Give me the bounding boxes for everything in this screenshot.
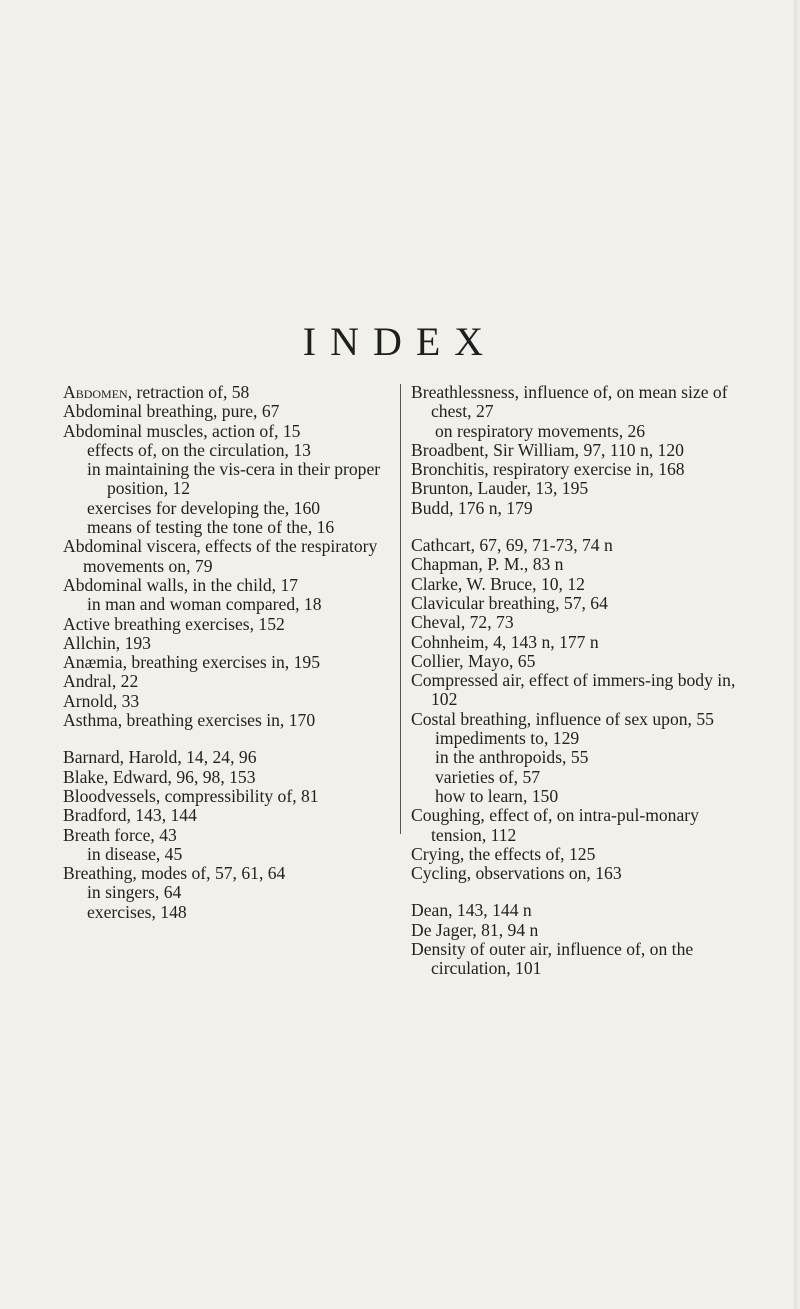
index-entry [411,940,751,979]
index-entry [411,806,751,845]
index-entry [63,806,403,825]
index-column-left [63,383,403,922]
column-divider [400,384,401,834]
section-gap [63,730,403,748]
entry-text: in the anthropoids, 55 [435,747,589,768]
entry-text: Clarke, W. Bruce, 10, 12 [411,573,585,594]
index-subentry [411,729,751,748]
entry-text: Cathcart, 67, 69, 71-73, 74 n [411,535,613,556]
entry-text: Breathing, modes of, 57, 61, 64 [63,863,286,884]
index-entry [411,921,751,940]
entry-text: effects of, on the circulation, 13 [87,439,311,460]
index-subentry [63,518,403,537]
index-entry [63,864,403,883]
entry-text: exercises for developing the, 160 [87,497,321,518]
entry-text: Compressed air, effect of immers-ing body in, 102 [411,670,736,710]
entry-text: Cohnheim, 4, 143 n, 177 n [411,631,599,652]
entry-text: Chapman, P. M., 83 n [411,554,564,575]
entry-text: Abdominal walls, in the child, 17 [63,574,299,595]
index-entry [63,537,403,576]
section-gap [411,518,751,536]
index-entry [411,441,751,460]
index-subentry [411,422,751,441]
index-entry [63,787,403,806]
entry-text: on respiratory movements, 26 [435,420,646,441]
entry-text: Cheval, 72, 73 [411,612,514,633]
entry-text: Anæmia, breathing exercises in, 195 [63,652,320,673]
page-title: INDEX [302,319,498,364]
entry-text: Abdominal viscera, effects of the respiratory movements on, 79 [63,536,378,576]
index-entry [63,383,403,402]
index-entry [63,576,403,595]
index-entry [411,845,751,864]
entry-text: Barnard, Harold, 14, 24, 96 [63,747,257,768]
entry-text: exercises, 148 [87,901,187,922]
index-entry [411,555,751,574]
entry-text: Costal breathing, influence of sex upon, 55 [411,708,714,729]
index-entry [63,692,403,711]
entry-text: Allchin, 193 [63,632,151,653]
index-subentry [411,748,751,767]
index-subentry [63,903,403,922]
entry-text: Abdominal muscles, action of, 15 [63,420,301,441]
entry-text: Broadbent, Sir William, 97, 110 n, 120 [411,439,684,460]
entry-text: Brunton, Lauder, 13, 195 [411,478,589,499]
entry-head: Abdomen, [63,382,133,402]
entry-text: Coughing, effect of, on intra-pul-monary tension, 112 [411,805,699,845]
index-subentry [411,768,751,787]
index-subentry [63,460,403,499]
index-entry [411,594,751,613]
index-entry [411,460,751,479]
entry-text: in maintaining the vis-cera in their proper position, 12 [87,459,381,499]
index-subentry [411,787,751,806]
entry-text: Breathlessness, influence of, on mean size of chest, 27 [411,382,728,422]
entry-text: means of testing the tone of the, 16 [87,517,335,538]
entry-text: impediments to, 129 [435,728,580,749]
entry-text: Budd, 176 n, 179 [411,497,533,518]
index-subentry [63,499,403,518]
entry-text: in singers, 64 [87,882,182,903]
entry-text: Bradford, 143, 144 [63,805,197,826]
index-entry [411,575,751,594]
entry-text: Arnold, 33 [63,690,140,711]
index-entry [411,536,751,555]
index-entry [411,633,751,652]
index-entry [411,671,751,710]
entry-text: Blake, Edward, 96, 98, 153 [63,766,256,787]
entry-text: Crying, the effects of, 125 [411,843,596,864]
index-entry [411,479,751,498]
index-entry [63,422,403,441]
index-column-right [411,383,751,979]
index-entry [411,383,751,422]
index-subentry [63,845,403,864]
entry-text: retraction of, 58 [132,382,250,402]
entry-text: Cycling, observations on, 163 [411,863,622,884]
entry-text: Asthma, breathing exercises in, 170 [63,710,316,731]
entry-text: how to learn, 150 [435,785,559,806]
entry-text: Bloodvessels, compressibility of, 81 [63,785,319,806]
index-entry [63,653,403,672]
entry-text: varieties of, 57 [435,766,541,787]
index-entry [63,826,403,845]
entry-text: Andral, 22 [63,671,139,692]
page-edge [794,0,800,1309]
index-entry [63,748,403,767]
index-subentry [63,441,403,460]
index-entry [63,768,403,787]
entry-text: De Jager, 81, 94 n [411,919,539,940]
entry-text: in man and woman compared, 18 [87,594,322,615]
entry-text: Abdominal breathing, pure, 67 [63,401,280,422]
index-entry [411,499,751,518]
index-subentry [63,595,403,614]
index-entry [63,615,403,634]
index-entry [411,652,751,671]
index-entry [63,634,403,653]
index-entry [63,402,403,421]
entry-text: in disease, 45 [87,843,183,864]
index-entry [411,710,751,729]
entry-text: Breath force, 43 [63,824,177,845]
index-entry [411,864,751,883]
index-entry [63,711,403,730]
section-gap [411,883,751,901]
entry-text: Density of outer air, influence of, on the circulation, 101 [411,939,694,979]
entry-text: Collier, Mayo, 65 [411,650,536,671]
index-entry [411,901,751,920]
index-entry [63,672,403,691]
index-subentry [63,883,403,902]
entry-text: Dean, 143, 144 n [411,900,532,921]
index-entry [411,613,751,632]
entry-text: Clavicular breathing, 57, 64 [411,592,608,613]
entry-text: Active breathing exercises, 152 [63,613,285,634]
entry-text: Bronchitis, respiratory exercise in, 168 [411,459,685,480]
